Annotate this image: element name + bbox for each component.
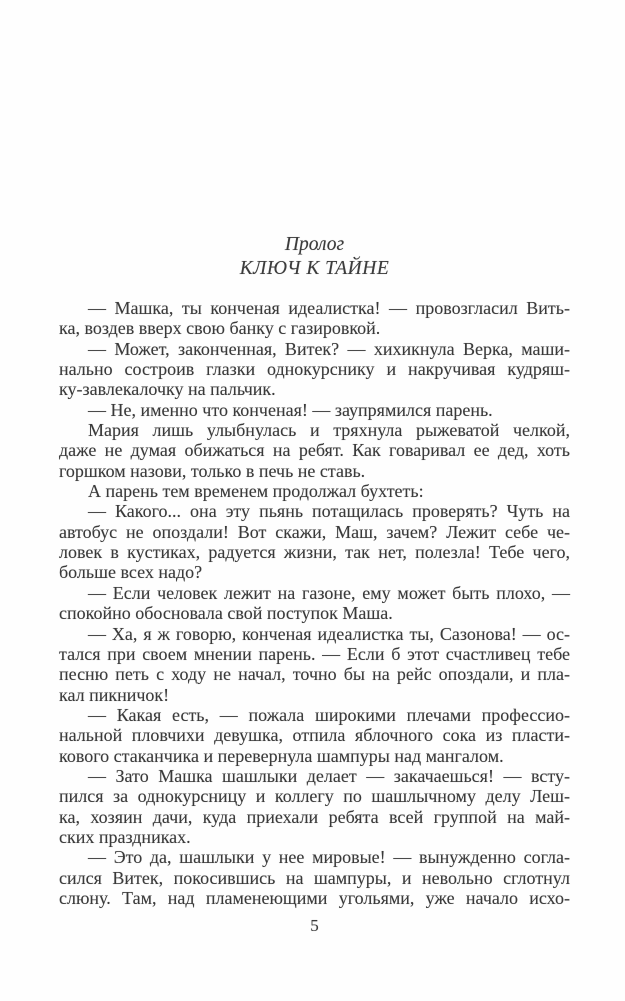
book-page bbox=[59, 0, 570, 1001]
page-number: 5 bbox=[310, 916, 319, 935]
paragraph bbox=[59, 298, 570, 339]
chapter-subtitle: КЛЮЧ К ТАЙНЕ bbox=[239, 258, 390, 279]
text-line: нальной пловчихи девушка, отпила яблочного сока из пласти- bbox=[59, 725, 570, 746]
text-line: тался при своем мнении парень. — Если б этот счастливец тебе bbox=[59, 643, 570, 664]
text-line: — Не, именно что конченая! — заупрямился парень. bbox=[88, 399, 493, 420]
text-line: — Ха, я ж говорю, конченая идеалистка ты, Сазонова! — ос- bbox=[88, 623, 570, 644]
text-line: — Какого... она эту пьянь потащилась проверять? Чуть на bbox=[88, 501, 570, 522]
paragraph bbox=[59, 420, 570, 481]
text-line: спокойно обосновала свой поступок Маша. bbox=[59, 603, 393, 624]
text-line: ка, воздев вверх свою банку с газировкой. bbox=[59, 318, 381, 339]
text-line: ку-завлекалочку на пальчик. bbox=[59, 379, 276, 400]
text-line: сился Витек, покосившись на шампуры, и невольно сглотнул bbox=[59, 867, 570, 888]
text-line: пился за однокурсницу и коллегу по шашлычному делу Леш- bbox=[59, 786, 570, 807]
text-line: — Это да, шашлыки у нее мировые! — вынужденно согла- bbox=[88, 847, 570, 868]
text-line: кал пикничок! bbox=[59, 684, 170, 705]
text-line: даже не думая обижаться на ребят. Как говаривал ее дед, хоть bbox=[59, 440, 570, 461]
text-line: А парень тем временем продолжал бухтеть: bbox=[88, 481, 424, 502]
text-line: автобус не опоздали! Вот скажи, Маш, зачем? Лежит себе че- bbox=[59, 521, 570, 542]
text-line: Мария лишь улыбнулась и тряхнула рыжеватой челкой, bbox=[88, 420, 570, 441]
text-line: горшком назови, только в печь не ставь. bbox=[59, 460, 366, 481]
text-line: нально состроив глазки однокурснику и накручивая кудряш- bbox=[59, 359, 570, 380]
paragraph bbox=[59, 583, 570, 624]
text-line: кового стаканчика и перевернула шампуры над мангалом. bbox=[59, 745, 504, 766]
text-line: — Зато Машка шашлыки делает — закачаешься! — всту- bbox=[88, 765, 570, 786]
text-line: ских праздниках. bbox=[59, 826, 191, 847]
text-line: ловек в кустиках, радуется жизни, так нет, полезла! Тебе чего, bbox=[59, 542, 570, 563]
chapter-title: Пролог bbox=[284, 234, 345, 255]
text-line: — Машка, ты конченая идеалистка! — провозгласил Вить- bbox=[88, 298, 570, 318]
text-line: песню петь с ходу не начал, точно бы на рейс опоздали, и пла- bbox=[59, 664, 570, 685]
text-line: слюну. Там, над пламенеющими угольями, уже начало исхо- bbox=[59, 887, 570, 908]
paragraph bbox=[59, 847, 570, 908]
text-line: ка, хозяин дачи, куда приехали ребята всей группой на май- bbox=[59, 806, 570, 827]
paragraph bbox=[59, 339, 570, 400]
text-line: больше всех надо? bbox=[59, 562, 203, 583]
paragraph bbox=[59, 481, 570, 501]
text-line: — Если человек лежит на газоне, ему может быть плохо, — bbox=[88, 582, 570, 603]
paragraph bbox=[59, 624, 570, 705]
paragraph bbox=[59, 766, 570, 847]
paragraph bbox=[59, 400, 570, 420]
text-line: — Может, законченная, Витек? — хихикнула Верка, маши- bbox=[88, 338, 570, 359]
chapter-heading bbox=[59, 233, 570, 281]
paragraph bbox=[59, 501, 570, 582]
text-line: — Какая есть, — пожала широкими плечами профессио- bbox=[88, 704, 570, 725]
paragraph bbox=[59, 705, 570, 766]
body-text bbox=[59, 298, 570, 908]
